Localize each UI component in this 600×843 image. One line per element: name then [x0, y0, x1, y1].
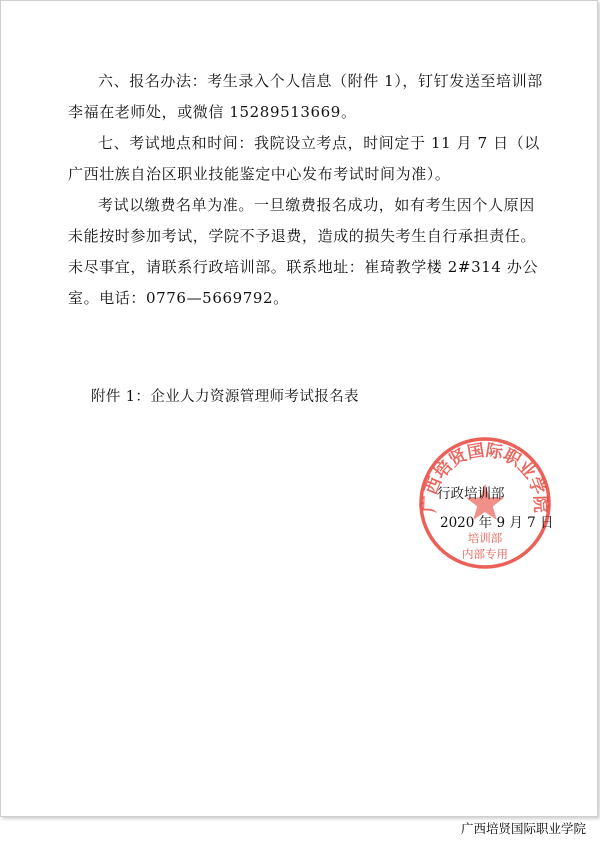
paragraph-fee-policy: 考试以缴费名单为准。一旦缴费报名成功，如有考生因个人原因未能按时参加考试，学院不予退费，造成的损失考生自行承担责任。未尽事宜，请联系行政培训部。联系地址：崔琦教学楼 2#314 办公室。电话：0776—5669792。 [68, 196, 539, 307]
footer-organization: 广西培贤国际职业学院 [460, 821, 586, 836]
signing-date: 2020 年 9 月 7 日 [440, 515, 554, 531]
paragraph-exam-location-time: 七、考试地点和时间：我院设立考点，时间定于 11 月 7 日（以广西壮族自治区职业技能鉴定中心发布考试时间为准）。 [68, 134, 540, 183]
seal-ring-text: 广西培贤国际职业学院 [419, 440, 551, 514]
seal-dept-text: 培训部 [467, 531, 503, 545]
seal-usage-text: 内部专用 [462, 547, 508, 561]
attachment-line: 附件 1：企业人力资源管理师考试报名表 [91, 389, 359, 405]
paragraph-registration-method: 六、报名办法：考生录入个人信息（附件 1），钉钉发送至培训部李福在老师处，或微信 15289513669。 [68, 72, 543, 121]
signer-department: 行政培训部 [437, 486, 505, 502]
document-body [68, 66, 548, 314]
